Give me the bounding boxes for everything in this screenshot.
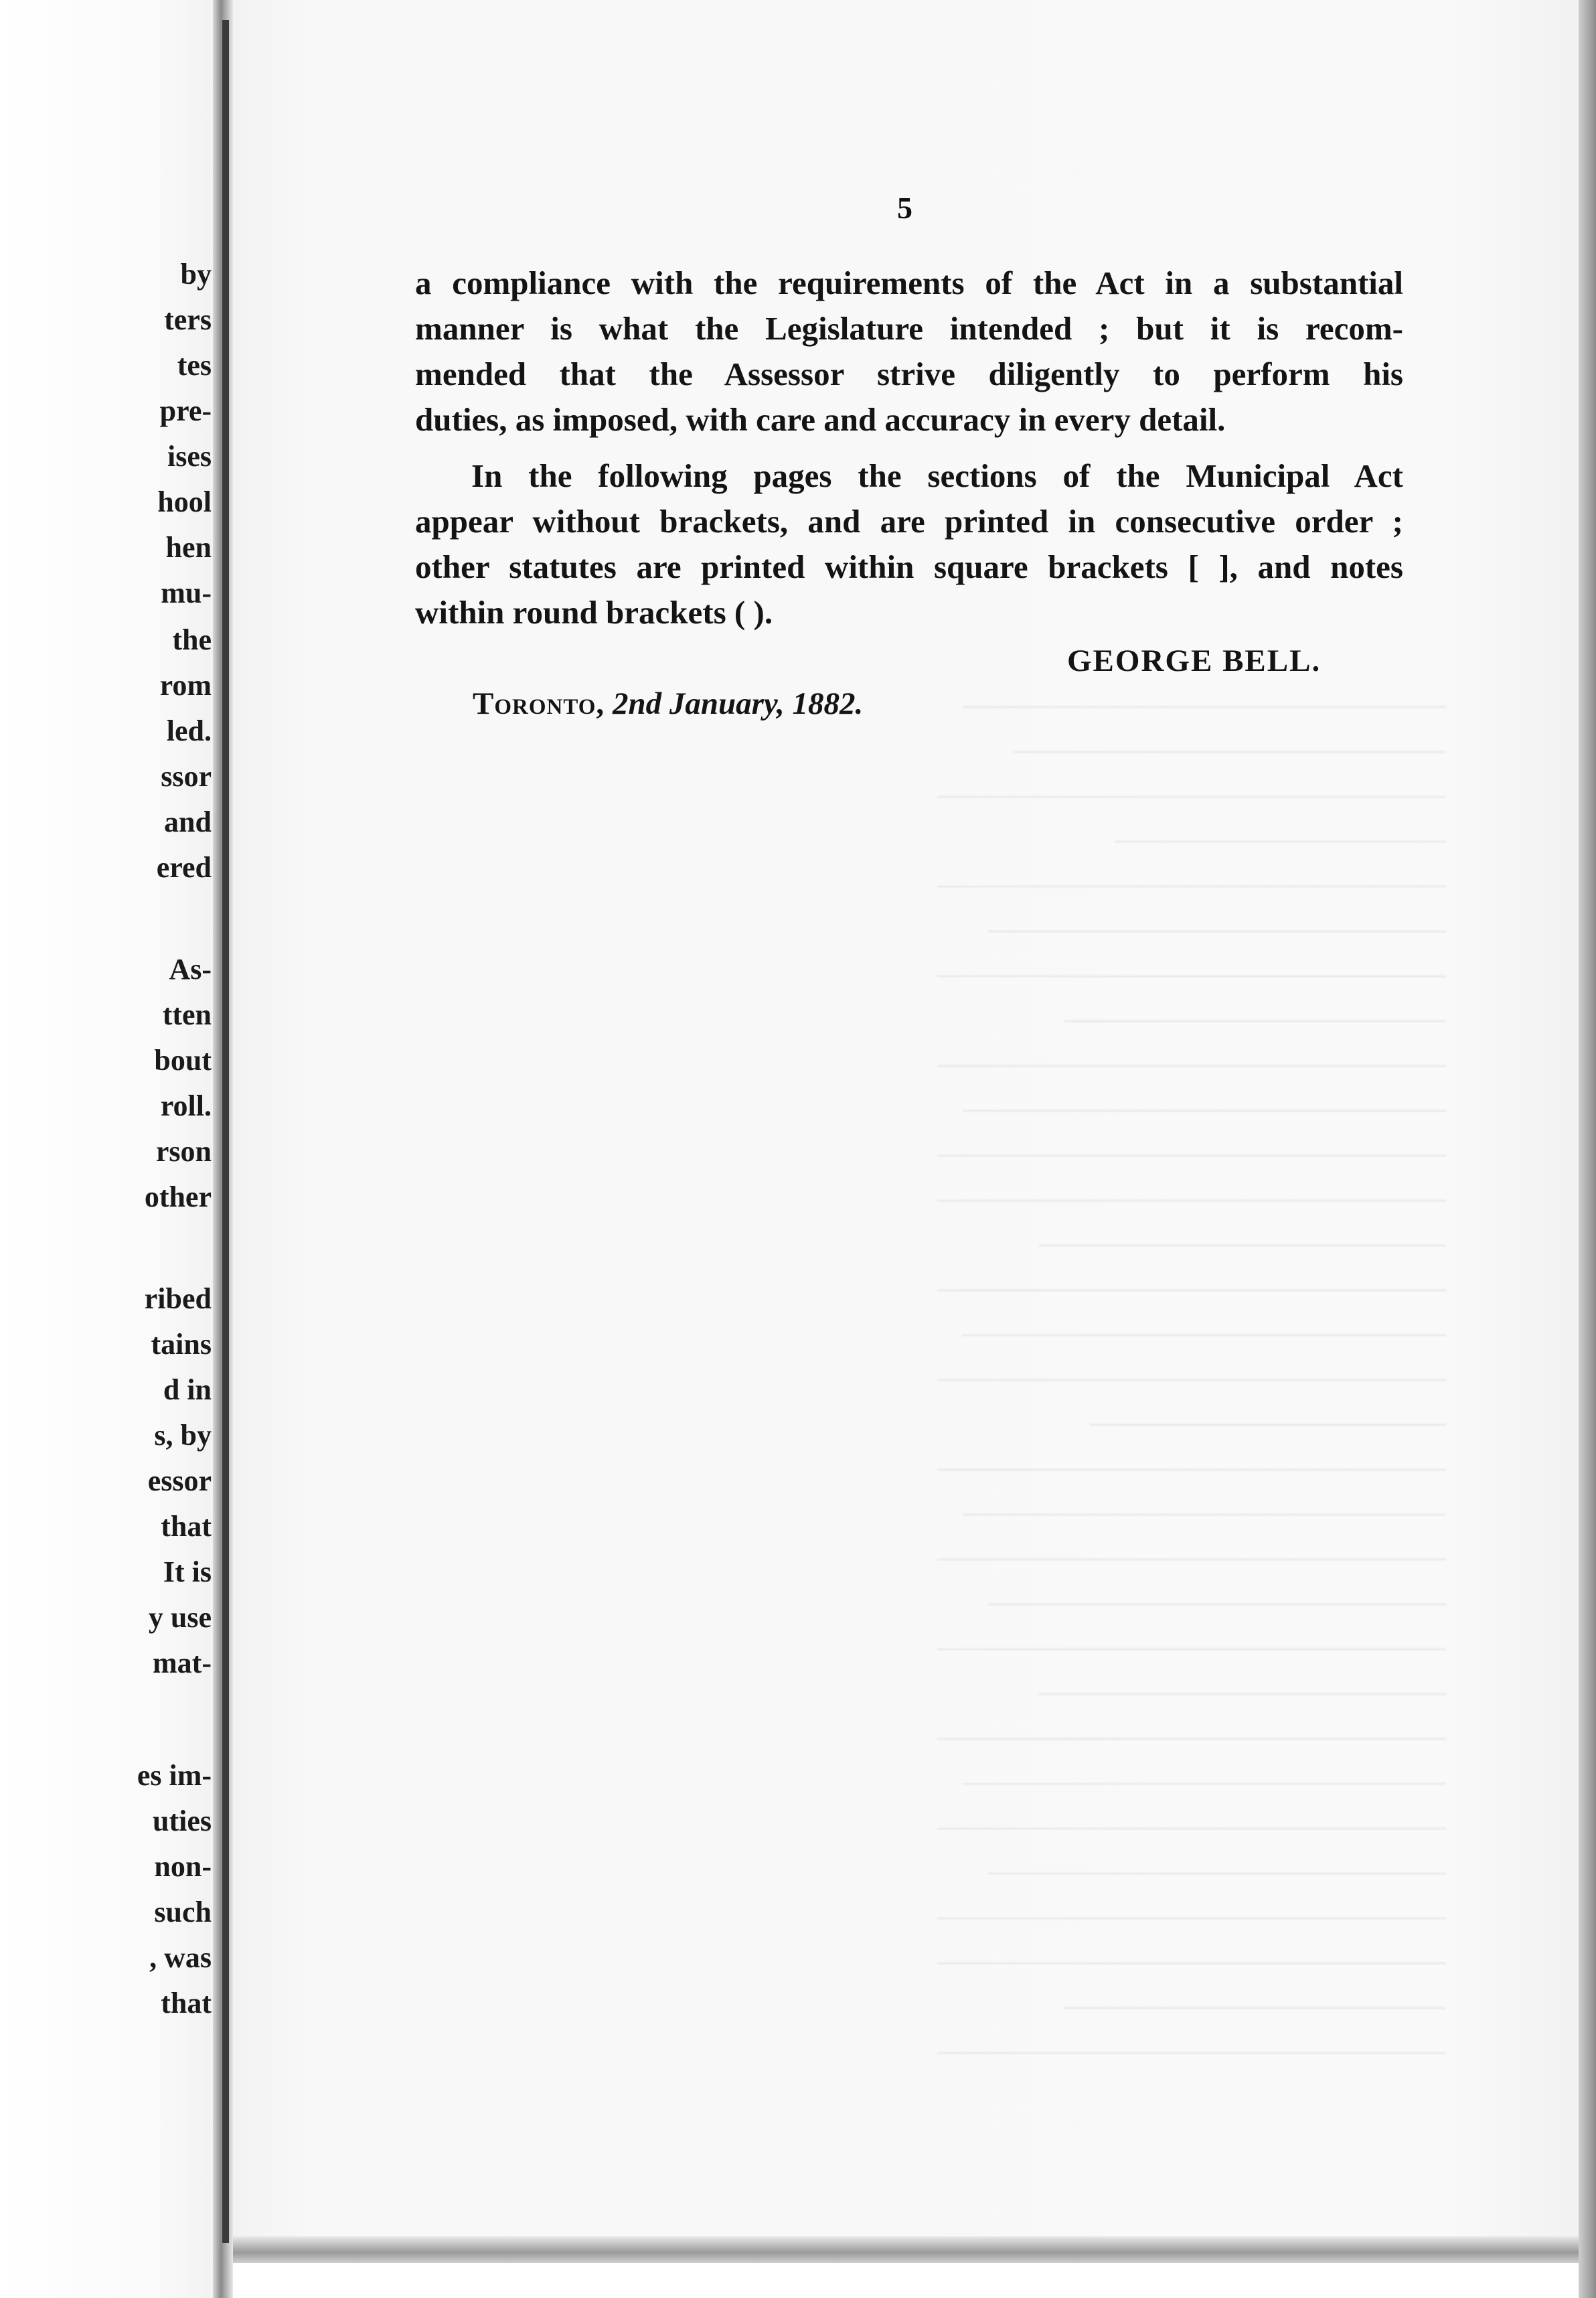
left-page-fragment: led. — [166, 714, 212, 747]
left-page-fragment: bout — [154, 1044, 212, 1077]
left-page-fragment: ssor — [161, 760, 212, 793]
left-page-fragment: tten — [162, 998, 212, 1031]
left-page-fragment: y use — [148, 1601, 212, 1634]
left-page-fragment: roll. — [160, 1089, 212, 1122]
body-text-line: mended that the Assessor strive diligently to perform his — [415, 356, 1403, 392]
left-page-fragment: ered — [156, 851, 212, 884]
left-page-fragment: mu- — [161, 577, 212, 609]
body-text-line: In the following pages the sections of the Municipal Act — [471, 457, 1403, 494]
left-page-fragment: hool — [157, 485, 212, 518]
left-page-fragment: such — [154, 1896, 212, 1928]
left-page-fragment: uties — [153, 1805, 212, 1837]
left-page-fragment: rom — [159, 669, 212, 702]
page-number: 5 — [897, 191, 912, 225]
dateline-city: Toronto, — [473, 686, 605, 721]
left-page-fragment: It is — [163, 1555, 212, 1588]
left-page-fragment: es im- — [137, 1759, 212, 1792]
left-page-fragment: d in — [163, 1373, 212, 1406]
left-page-fragment: other — [144, 1180, 212, 1213]
dateline — [473, 686, 863, 722]
left-page-fragment: mat- — [153, 1646, 212, 1679]
left-page-fragment: non- — [154, 1850, 212, 1883]
book-gutter-line — [222, 20, 229, 2243]
dateline-date: 2nd January, 1882. — [612, 686, 864, 721]
body-text-line: other statutes are printed within square brackets [ ], and notes — [415, 548, 1403, 585]
page-right-edge — [1579, 0, 1596, 2298]
left-page-fragment: the — [172, 623, 212, 656]
left-page-fragment: and — [164, 806, 212, 838]
left-facing-page — [0, 0, 221, 2298]
left-page-fragment: , was — [149, 1941, 212, 1974]
left-page-fragment: pre- — [159, 394, 212, 427]
left-page-fragment: hen — [165, 531, 212, 564]
body-text-line: a compliance with the requirements of the Act in a substantial — [415, 264, 1403, 301]
left-page-fragment: rson — [155, 1135, 212, 1168]
left-page-fragment: s, by — [154, 1419, 212, 1452]
left-page-fragment: tes — [177, 349, 212, 382]
left-page-fragment: that — [161, 1510, 212, 1543]
left-page-fragment: by — [180, 258, 212, 291]
reverse-side-bleed-through: ——————————————————— ————————————————— ———————————————————— ————————————— ———————————————————— —————————————————— ———————————————————— ——————————————— ———————————————————— ——————————————————— ———————————————————— ———————————————————— ———————————————— ———————————————————— ——————————————————— ———————————————————— —————————————— ———————————————————— ——————————————————— ———————————————————— —————————————————— ———————————————————— ———————————————— ———————————————————— ——————————————————— ———————————————————— —————————————————— ———————————————————— ———————————————————— ——————————————— ———————————————————— — [937, 691, 1446, 2065]
left-page-fragment: essor — [147, 1464, 212, 1497]
left-page-fragment: ribed — [144, 1282, 212, 1315]
left-page-fragment: ises — [167, 440, 212, 473]
body-text-line: within round brackets ( ). — [415, 594, 773, 631]
left-page-fragment: that — [161, 1987, 212, 2019]
left-page-fragment: tains — [151, 1328, 212, 1361]
left-page-fragment: As- — [169, 953, 212, 986]
body-text-line: manner is what the Legislature intended ; but it is recom- — [415, 310, 1403, 347]
body-text-line: appear without brackets, and are printed in consecutive order ; — [415, 503, 1403, 540]
left-page-fragment: ters — [164, 303, 212, 336]
page-bottom-edge — [233, 2236, 1585, 2263]
body-text-line: duties, as imposed, with care and accuracy in every detail. — [415, 401, 1226, 438]
author-signature: GEORGE BELL. — [1067, 643, 1322, 678]
